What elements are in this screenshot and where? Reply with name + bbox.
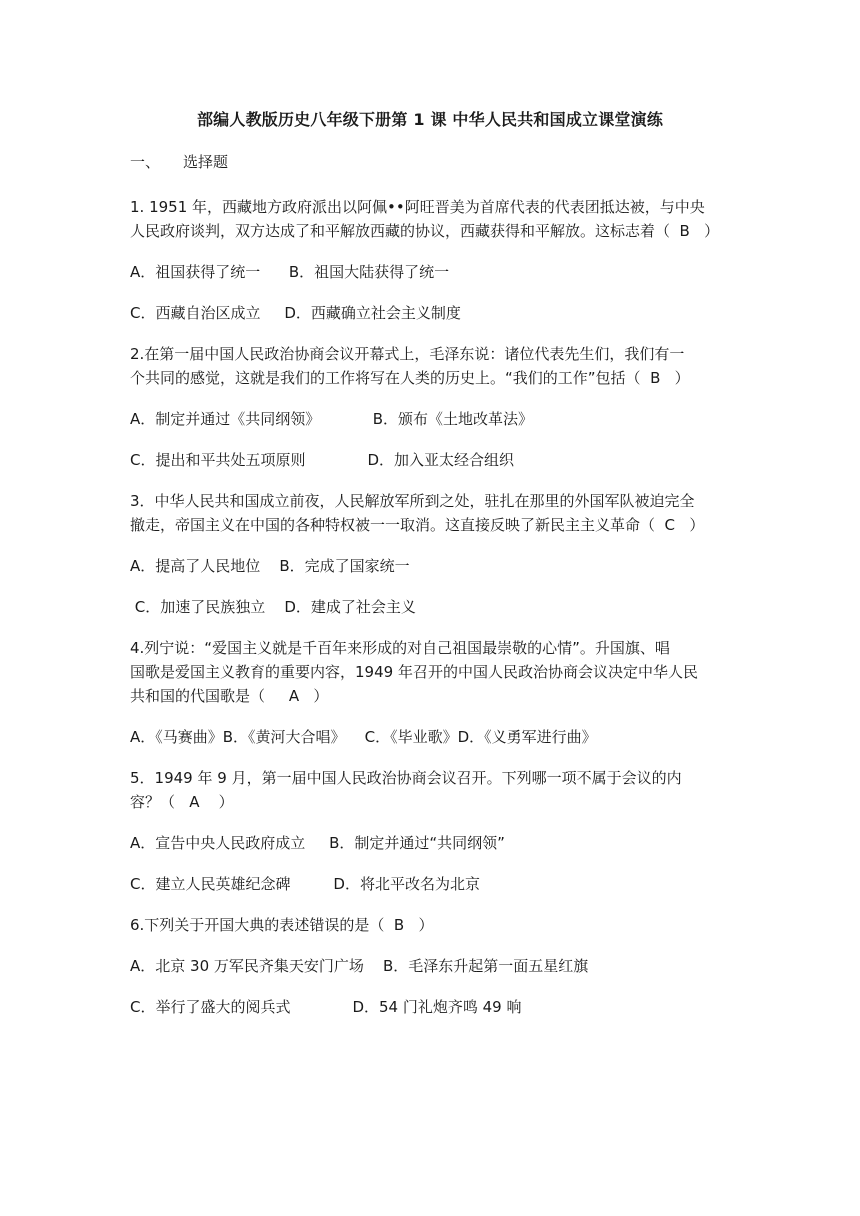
question-stem bbox=[130, 342, 730, 390]
question-options-line: A．祖国获得了统一 B．祖国大陆获得了统一 bbox=[130, 263, 450, 281]
question-options-line: A．北京 30 万军民齐集天安门广场 B．毛泽东升起第一面五星红旗 bbox=[130, 957, 589, 975]
question-options-line: A．宣告中央人民政府成立 B．制定并通过“共同纲领” bbox=[130, 834, 505, 852]
question-stem-line: 4.列宁说：“爱国主义就是千百年来形成的对自己祖国最崇敬的心情”。升国旗、唱 bbox=[130, 639, 670, 657]
question-stem-line: 2.在第一届中国人民政治协商会议开幕式上，毛泽东说：诸位代表先生们，我们有一 bbox=[130, 345, 685, 363]
question-stem-line: 个共同的感觉，这就是我们的工作将写在人类的历史上。“我们的工作”包括（ B ） bbox=[130, 369, 690, 387]
question-stem-line: 共和国的代国歌是（ A ） bbox=[130, 687, 329, 705]
question-stem bbox=[130, 195, 730, 243]
question-options-line: A．提高了人民地位 B．完成了国家统一 bbox=[130, 557, 410, 575]
question-5 bbox=[130, 766, 730, 896]
question-options-line: C．西藏自治区成立 D．西藏确立社会主义制度 bbox=[130, 304, 461, 322]
question-stem-line: 撤走，帝国主义在中国的各种特权被一一取消。这直接反映了新民主主义革命（ C ） bbox=[130, 516, 705, 534]
question-stem bbox=[130, 636, 730, 708]
question-stem bbox=[130, 913, 730, 937]
question-options-line: A．制定并通过《共同纲领》 B．颁布《土地改革法》 bbox=[130, 410, 534, 428]
question-2 bbox=[130, 342, 730, 472]
section-heading bbox=[130, 151, 228, 172]
question-4 bbox=[130, 636, 730, 749]
question-1 bbox=[130, 195, 730, 325]
question-options-line: C．提出和平共处五项原则 D．加入亚太经合组织 bbox=[130, 451, 515, 469]
question-stem-line: 3．中华人民共和国成立前夜，人民解放军所到之处，驻扎在那里的外国军队被迫完全 bbox=[130, 492, 695, 510]
question-stem-line: 6.下列关于开国大典的表述错误的是（ B ） bbox=[130, 916, 434, 934]
question-stem-line: 1. 1951 年，西藏地方政府派出以阿佩••阿旺晋美为首席代表的代表团抵达被，与中央 bbox=[130, 198, 705, 216]
question-options-line: C．加速了民族独立 D．建成了社会主义 bbox=[130, 598, 416, 616]
question-options-line: A．《马赛曲》B．《黄河大合唱》 C．《毕业歌》D．《义勇军进行曲》 bbox=[130, 728, 597, 746]
question-6 bbox=[130, 913, 730, 1019]
section-title: 选择题 bbox=[183, 153, 229, 171]
question-list bbox=[130, 195, 730, 1036]
question-stem bbox=[130, 489, 730, 537]
question-3 bbox=[130, 489, 730, 619]
question-stem-line: 人民政府谈判，双方达成了和平解放西藏的协议，西藏获得和平解放。这标志着（ B ） bbox=[130, 222, 720, 240]
question-stem-line: 5．1949 年 9 月，第一届中国人民政治协商会议召开。下列哪一项不属于会议的内 bbox=[130, 769, 682, 787]
document-title: 部编人教版历史八年级下册第 1 课 中华人民共和国成立课堂演练 bbox=[196, 110, 664, 129]
question-stem-line: 容？（ A ） bbox=[130, 793, 234, 811]
section-number: 一、 bbox=[130, 153, 161, 171]
question-stem bbox=[130, 766, 730, 814]
question-options-line: C．举行了盛大的阅兵式 D．54 门礼炮齐鸣 49 响 bbox=[130, 998, 522, 1016]
question-options-line: C．建立人民英雄纪念碑 D．将北平改名为北京 bbox=[130, 875, 480, 893]
question-stem-line: 国歌是爱国主义教育的重要内容，1949 年召开的中国人民政治协商会议决定中华人民 bbox=[130, 663, 698, 681]
